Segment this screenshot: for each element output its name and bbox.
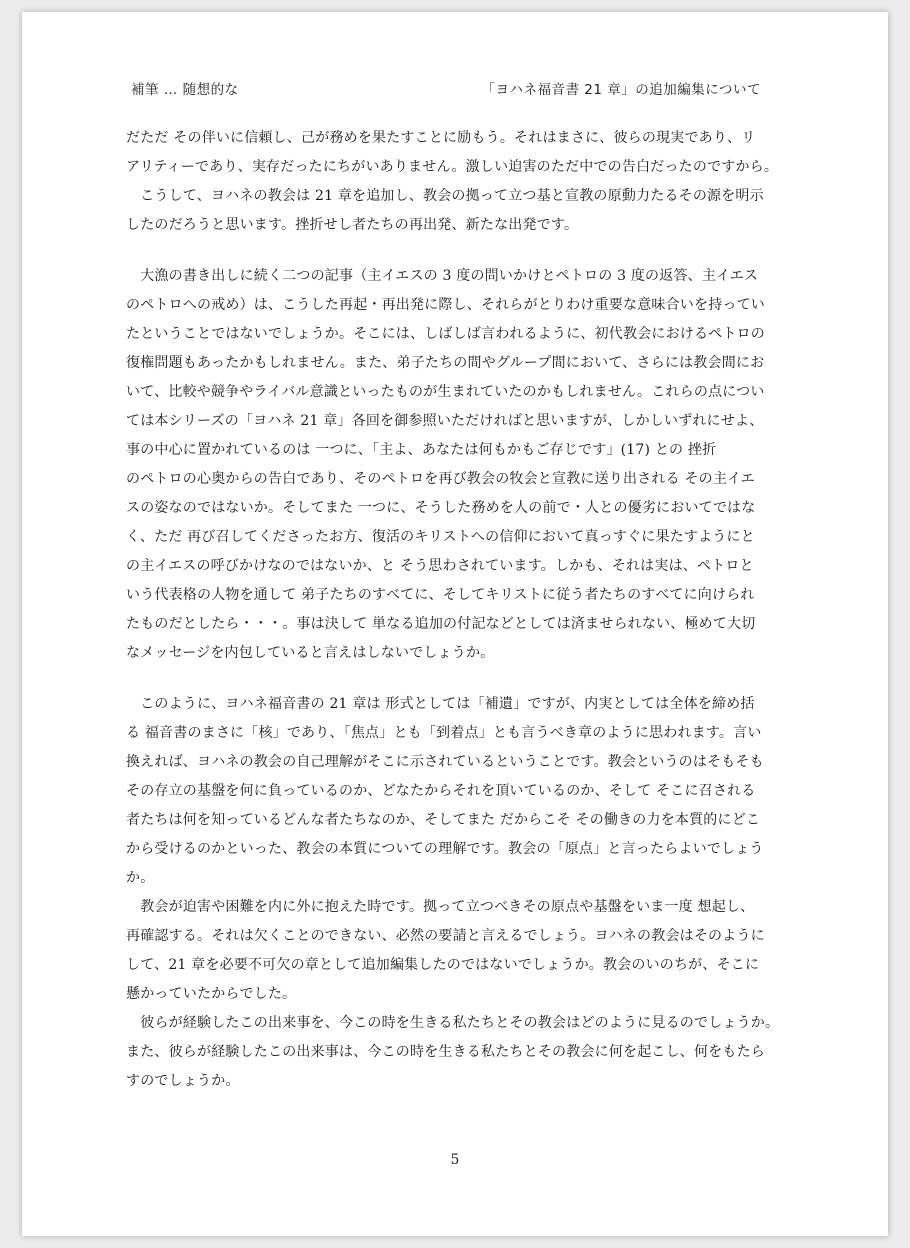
text-line: して、21 章を必要不可欠の章として追加編集したのではないでしょうか。教会のいのちが、そこに (126, 957, 760, 973)
text-line: 教会が迫害や困難を内に外に抱えた時です。拠って立つべきその原点や基盤をいま一度 想起し、 (126, 899, 755, 915)
text-line: 再確認する。それは欠くことのできない、必然の要請と言えるでしょう。ヨハネの教会はそのように (126, 928, 765, 944)
text-line: く、ただ 再び召してくださったお方、復活のキリストへの信仰において真っすぐに果たすようにと (126, 529, 755, 545)
text-line: たということではないでしょうか。そこには、しばしば言われるように、初代教会におけるペトロの (126, 326, 765, 342)
text-line: 大漁の書き出しに続く二つの記事（主イエスの 3 度の問いかけとペトロの 3 度の返答、主イエス (126, 268, 759, 284)
text-line: すのでしょうか。 (126, 1073, 240, 1089)
text-line: だただ その伴いに信頼し、己が務めを果たすことに励もう。それはまさに、彼らの現実であり、リ (126, 130, 756, 146)
text-line: のペトロの心奥からの告白であり、そのペトロを再び教会の牧会と宣教に送り出される その主イエ (126, 471, 755, 487)
text-line: 彼らが経験したこの出来事を、今この時を生きる私たちとその教会はどのように見るのでしょうか。 (126, 1015, 780, 1031)
text-line: なメッセージを内包していると言えはしないでしょうか。 (126, 645, 495, 661)
text-line: から受けるのかといった、教会の本質についての理解です。教会の「原点」と言ったらよいでしょう (126, 841, 764, 857)
text-line: その存立の基盤を何に負っているのか、どなたからそれを頂いているのか、そして そこに召される (126, 783, 756, 799)
body-text (126, 124, 798, 1096)
paragraph-block (126, 124, 798, 240)
header-right: 「ヨハネ福音書 21 章」の追加編集について (481, 82, 761, 98)
text-line: したのだろうと思います。挫折せし者たちの再出発、新たな出発です。 (126, 217, 579, 233)
text-line: いて、比較や競争やライバル意識といったものが生まれていたのかもしれません。これらの点につい (126, 384, 765, 400)
text-line: このように、ヨハネ福音書の 21 章は 形式としては「補遺」ですが、内実としては全体を締め括 (126, 696, 755, 712)
text-line: 者たちは何を知っているどんな者たちなのか、そしてまた だからこそ その働きの力を本質的にどこ (126, 812, 761, 828)
text-line: アリティーであり、実存だったにちがいありません。激しい迫害のただ中での告白だったのですから。 (126, 159, 779, 175)
text-line: る 福音書のまさに「核」であり、「焦点」とも「到着点」とも言うべき章のように思われます。言い (126, 725, 762, 741)
paragraph-block (126, 690, 798, 1096)
paragraph-block (126, 262, 798, 668)
text-line: いう代表格の人物を通して 弟子たちのすべてに、そしてキリストに従う者たちのすべてに向けられ (126, 587, 755, 603)
page-number: 5 (450, 1152, 460, 1168)
paragraph-gap (126, 240, 798, 262)
text-line: 事の中心に置かれているのは 一つに、「主よ、あなたは何もかもご存じです」(17) との 挫折 (126, 442, 717, 458)
paragraph-gap (126, 668, 798, 690)
text-line: 復権問題もあったかもしれません。また、弟子たちの間やグループ間において、さらには教会間にお (126, 355, 765, 371)
header-left: 補筆 … 随想的な (131, 82, 239, 98)
text-line: スの姿なのではないか。そしてまた 一つに、そうした務めを人の前で・人との優劣においてではな (126, 500, 756, 516)
text-line: 換えれば、ヨハネの教会の自己理解がそこに示されているということです。教会というのはそもそも (126, 754, 764, 770)
text-line: こうして、ヨハネの教会は 21 章を追加し、教会の拠って立つ基と宣教の原動力たるその源を明示 (126, 188, 764, 204)
text-line: また、彼らが経験したこの出来事は、今この時を生きる私たちとその教会に何を起こし、何をもたら (126, 1044, 765, 1060)
text-line: か。 (126, 870, 155, 886)
text-line: たものだとしたら・・・。事は決して 単なる追加の付記などとしては済ませられない、極めて大切 (126, 616, 756, 632)
text-line: ては本シリーズの「ヨハネ 21 章」各回を御参照いただければと思いますが、しかしいずれにせよ、 (126, 413, 764, 429)
text-line: のペトロへの戒め）は、こうした再起・再出発に際し、それらがとりわけ重要な意味合いを持ってい (126, 297, 765, 313)
text-line: の主イエスの呼びかけなのではないか、と そう思わされています。しかも、それは実は、ペトロと (126, 558, 754, 574)
text-line: 懸かっていたからでした。 (126, 986, 297, 1002)
